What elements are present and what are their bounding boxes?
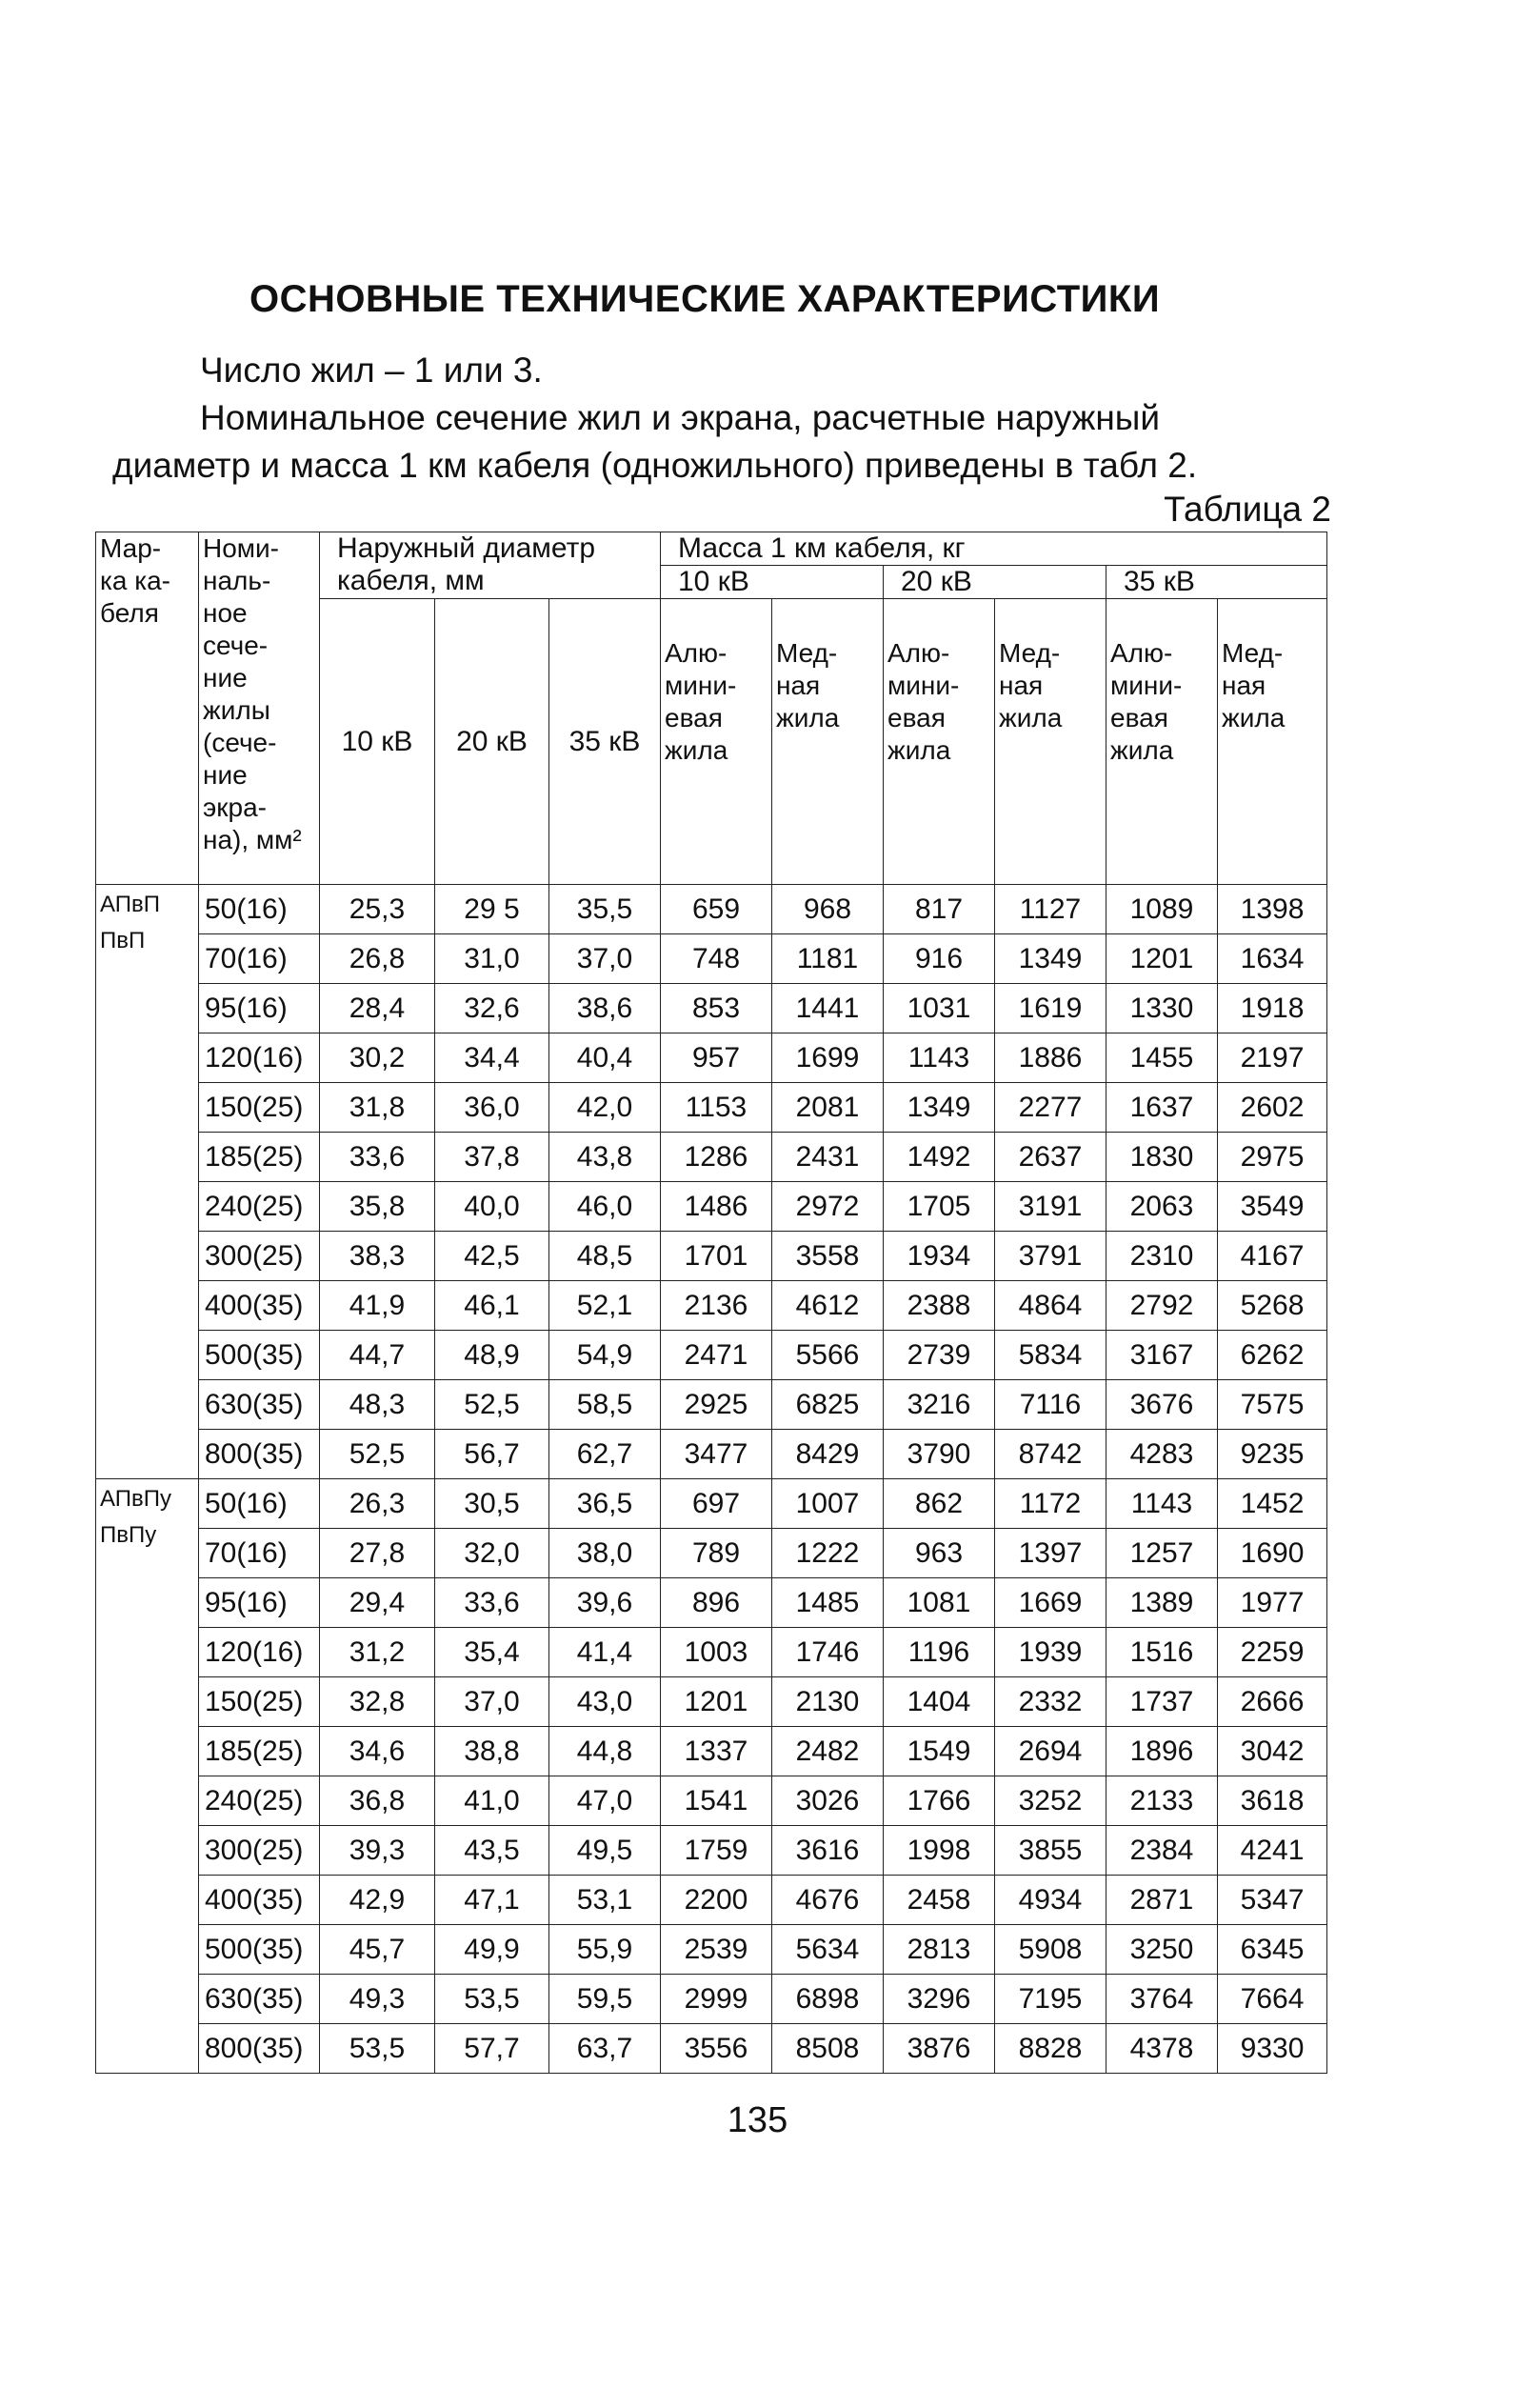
table-row [96, 1776, 1327, 1826]
value-cell: 2200 [661, 1876, 772, 1925]
value-cell: 4241 [1218, 1826, 1327, 1876]
value-cell: 2081 [772, 1083, 884, 1133]
section-cell: 400(35) [199, 1281, 320, 1331]
value-cell: 2458 [884, 1876, 995, 1925]
section-cell: 300(25) [199, 1232, 320, 1281]
value-cell: 49,5 [549, 1826, 661, 1876]
table-row [96, 1380, 1327, 1430]
value-cell: 2471 [661, 1331, 772, 1380]
value-cell: 1222 [772, 1529, 884, 1578]
value-cell: 40,4 [549, 1033, 661, 1083]
value-cell: 1181 [772, 934, 884, 984]
value-cell: 54,9 [549, 1331, 661, 1380]
value-cell: 1143 [1106, 1479, 1218, 1529]
table-row [96, 1232, 1327, 1281]
value-cell: 37,0 [549, 934, 661, 984]
value-cell: 7116 [995, 1380, 1106, 1430]
header-cu-35kv: Мед- ная жила [1218, 599, 1327, 885]
value-cell: 8429 [772, 1430, 884, 1479]
value-cell: 3252 [995, 1776, 1106, 1826]
value-cell: 39,6 [549, 1578, 661, 1628]
value-cell: 1397 [995, 1529, 1106, 1578]
value-cell: 52,5 [435, 1380, 549, 1430]
value-cell: 37,0 [435, 1677, 549, 1727]
header-diameter-35kv: 35 кВ [549, 599, 661, 885]
value-cell: 32,8 [320, 1677, 435, 1727]
value-cell: 30,2 [320, 1033, 435, 1083]
value-cell: 916 [884, 934, 995, 984]
value-cell: 2739 [884, 1331, 995, 1380]
cable-specs-table [95, 532, 1327, 2074]
value-cell: 1286 [661, 1133, 772, 1182]
value-cell: 1896 [1106, 1727, 1218, 1776]
value-cell: 2813 [884, 1925, 995, 1975]
value-cell: 1886 [995, 1033, 1106, 1083]
header-mass-20kv: 20 кВ [884, 566, 1106, 599]
value-cell: 862 [884, 1479, 995, 1529]
value-cell: 52,5 [320, 1430, 435, 1479]
value-cell: 3042 [1218, 1727, 1327, 1776]
value-cell: 3791 [995, 1232, 1106, 1281]
value-cell: 2666 [1218, 1677, 1327, 1727]
value-cell: 2694 [995, 1727, 1106, 1776]
value-cell: 2259 [1218, 1628, 1327, 1677]
value-cell: 56,7 [435, 1430, 549, 1479]
section-cell: 400(35) [199, 1876, 320, 1925]
value-cell: 963 [884, 1529, 995, 1578]
section-cell: 50(16) [199, 1479, 320, 1529]
page-heading: ОСНОВНЫЕ ТЕХНИЧЕСКИЕ ХАРАКТЕРИСТИКИ [249, 278, 1161, 320]
value-cell: 29,4 [320, 1578, 435, 1628]
value-cell: 7195 [995, 1975, 1106, 2024]
value-cell: 63,7 [549, 2024, 661, 2074]
value-cell: 57,7 [435, 2024, 549, 2074]
value-cell: 1619 [995, 984, 1106, 1033]
value-cell: 1541 [661, 1776, 772, 1826]
value-cell: 2602 [1218, 1083, 1327, 1133]
header-diameter: Наружный диаметр кабеля, мм [320, 532, 661, 599]
value-cell: 1330 [1106, 984, 1218, 1033]
value-cell: 2332 [995, 1677, 1106, 1727]
value-cell: 39,3 [320, 1826, 435, 1876]
value-cell: 5268 [1218, 1281, 1327, 1331]
value-cell: 44,7 [320, 1331, 435, 1380]
value-cell: 1172 [995, 1479, 1106, 1529]
header-section: Номи- наль- ное сече- ние жилы (сече- ние экра- на), мм² [199, 532, 320, 885]
value-cell: 1441 [772, 984, 884, 1033]
value-cell: 58,5 [549, 1380, 661, 1430]
table-row [96, 1826, 1327, 1876]
header-mass-35kv: 35 кВ [1106, 566, 1327, 599]
value-cell: 1516 [1106, 1628, 1218, 1677]
value-cell: 33,6 [435, 1578, 549, 1628]
value-cell: 52,1 [549, 1281, 661, 1331]
section-cell: 150(25) [199, 1083, 320, 1133]
value-cell: 3250 [1106, 1925, 1218, 1975]
value-cell: 7664 [1218, 1975, 1327, 2024]
value-cell: 896 [661, 1578, 772, 1628]
value-cell: 748 [661, 934, 772, 984]
value-cell: 1830 [1106, 1133, 1218, 1182]
section-cell: 800(35) [199, 1430, 320, 1479]
value-cell: 1492 [884, 1133, 995, 1182]
value-cell: 36,0 [435, 1083, 549, 1133]
value-cell: 38,0 [549, 1529, 661, 1578]
value-cell: 29 5 [435, 885, 549, 934]
value-cell: 43,0 [549, 1677, 661, 1727]
value-cell: 8508 [772, 2024, 884, 2074]
value-cell: 1404 [884, 1677, 995, 1727]
value-cell: 42,9 [320, 1876, 435, 1925]
value-cell: 1634 [1218, 934, 1327, 984]
value-cell: 3855 [995, 1826, 1106, 1876]
table-row [96, 885, 1327, 934]
value-cell: 49,3 [320, 1975, 435, 2024]
header-cu-10kv: Мед- ная жила [772, 599, 884, 885]
page-number: 135 [727, 2100, 788, 2140]
value-cell: 2431 [772, 1133, 884, 1182]
value-cell: 5347 [1218, 1876, 1327, 1925]
value-cell: 2063 [1106, 1182, 1218, 1232]
table-row [96, 1876, 1327, 1925]
value-cell: 2482 [772, 1727, 884, 1776]
value-cell: 957 [661, 1033, 772, 1083]
value-cell: 8742 [995, 1430, 1106, 1479]
value-cell: 2133 [1106, 1776, 1218, 1826]
value-cell: 25,3 [320, 885, 435, 934]
value-cell: 1934 [884, 1232, 995, 1281]
value-cell: 1201 [1106, 934, 1218, 984]
value-cell: 3790 [884, 1430, 995, 1479]
value-cell: 46,1 [435, 1281, 549, 1331]
table-row [96, 1975, 1327, 2024]
value-cell: 1669 [995, 1578, 1106, 1628]
value-cell: 6262 [1218, 1331, 1327, 1380]
value-cell: 43,8 [549, 1133, 661, 1182]
value-cell: 48,9 [435, 1331, 549, 1380]
value-cell: 2637 [995, 1133, 1106, 1182]
value-cell: 3167 [1106, 1331, 1218, 1380]
table-row [96, 1281, 1327, 1331]
value-cell: 3191 [995, 1182, 1106, 1232]
section-cell: 70(16) [199, 934, 320, 984]
value-cell: 1737 [1106, 1677, 1218, 1727]
value-cell: 6345 [1218, 1925, 1327, 1975]
value-cell: 4934 [995, 1876, 1106, 1925]
value-cell: 31,0 [435, 934, 549, 984]
table-label: Таблица 2 [1164, 490, 1331, 529]
table-row [96, 1925, 1327, 1975]
value-cell: 59,5 [549, 1975, 661, 2024]
value-cell: 659 [661, 885, 772, 934]
section-cell: 500(35) [199, 1331, 320, 1380]
value-cell: 41,9 [320, 1281, 435, 1331]
value-cell: 26,8 [320, 934, 435, 984]
header-brand: Мар- ка ка- беля [96, 532, 199, 885]
value-cell: 1349 [884, 1083, 995, 1133]
value-cell: 41,4 [549, 1628, 661, 1677]
value-cell: 4864 [995, 1281, 1106, 1331]
value-cell: 1918 [1218, 984, 1327, 1033]
value-cell: 3618 [1218, 1776, 1327, 1826]
value-cell: 34,4 [435, 1033, 549, 1083]
header-diameter-10kv: 10 кВ [320, 599, 435, 885]
section-cell: 150(25) [199, 1677, 320, 1727]
value-cell: 2388 [884, 1281, 995, 1331]
section-cell: 185(25) [199, 1727, 320, 1776]
section-cell: 185(25) [199, 1133, 320, 1182]
value-cell: 1766 [884, 1776, 995, 1826]
brand-cell: АПвП ПвП [96, 885, 199, 1479]
value-cell: 3556 [661, 2024, 772, 2074]
table-row [96, 1628, 1327, 1677]
value-cell: 1452 [1218, 1479, 1327, 1529]
section-cell: 120(16) [199, 1033, 320, 1083]
value-cell: 38,8 [435, 1727, 549, 1776]
value-cell: 2972 [772, 1182, 884, 1232]
value-cell: 37,8 [435, 1133, 549, 1182]
value-cell: 1143 [884, 1033, 995, 1083]
value-cell: 1701 [661, 1232, 772, 1281]
value-cell: 2136 [661, 1281, 772, 1331]
table-row [96, 2024, 1327, 2074]
value-cell: 1398 [1218, 885, 1327, 934]
value-cell: 2277 [995, 1083, 1106, 1133]
value-cell: 7575 [1218, 1380, 1327, 1430]
value-cell: 35,5 [549, 885, 661, 934]
value-cell: 1549 [884, 1727, 995, 1776]
paragraph-core-count: Число жил – 1 или 3. [200, 351, 543, 390]
paragraph-section-line1: Номинальное сечение жил и экрана, расчетные наружный [200, 398, 1161, 437]
value-cell: 33,6 [320, 1133, 435, 1182]
table-row [96, 1033, 1327, 1083]
section-cell: 630(35) [199, 1380, 320, 1430]
value-cell: 1485 [772, 1578, 884, 1628]
section-cell: 120(16) [199, 1628, 320, 1677]
value-cell: 1455 [1106, 1033, 1218, 1083]
value-cell: 1637 [1106, 1083, 1218, 1133]
value-cell: 3216 [884, 1380, 995, 1430]
section-cell: 630(35) [199, 1975, 320, 2024]
value-cell: 1690 [1218, 1529, 1327, 1578]
header-alu-20kv: Алю- мини- евая жила [884, 599, 995, 885]
section-cell: 95(16) [199, 984, 320, 1033]
value-cell: 48,5 [549, 1232, 661, 1281]
value-cell: 47,0 [549, 1776, 661, 1826]
value-cell: 1337 [661, 1727, 772, 1776]
value-cell: 1257 [1106, 1529, 1218, 1578]
value-cell: 1007 [772, 1479, 884, 1529]
section-cell: 300(25) [199, 1826, 320, 1876]
value-cell: 36,5 [549, 1479, 661, 1529]
value-cell: 1998 [884, 1826, 995, 1876]
value-cell: 31,8 [320, 1083, 435, 1133]
section-cell: 50(16) [199, 885, 320, 934]
value-cell: 32,0 [435, 1529, 549, 1578]
value-cell: 789 [661, 1529, 772, 1578]
value-cell: 44,8 [549, 1727, 661, 1776]
value-cell: 38,6 [549, 984, 661, 1033]
value-cell: 2384 [1106, 1826, 1218, 1876]
value-cell: 30,5 [435, 1479, 549, 1529]
section-cell: 240(25) [199, 1182, 320, 1232]
value-cell: 47,1 [435, 1876, 549, 1925]
value-cell: 35,8 [320, 1182, 435, 1232]
table-row [96, 1331, 1327, 1380]
value-cell: 53,5 [435, 1975, 549, 2024]
value-cell: 1746 [772, 1628, 884, 1677]
value-cell: 5908 [995, 1925, 1106, 1975]
header-cu-20kv: Мед- ная жила [995, 599, 1106, 885]
value-cell: 32,6 [435, 984, 549, 1033]
table-row [96, 984, 1327, 1033]
table-row [96, 1083, 1327, 1133]
table-row [96, 1529, 1327, 1578]
table-body [96, 885, 1327, 2074]
table-row [96, 1727, 1327, 1776]
value-cell: 3558 [772, 1232, 884, 1281]
value-cell: 31,2 [320, 1628, 435, 1677]
value-cell: 1977 [1218, 1578, 1327, 1628]
value-cell: 41,0 [435, 1776, 549, 1826]
brand-cell: АПвПу ПвПу [96, 1479, 199, 2074]
value-cell: 43,5 [435, 1826, 549, 1876]
value-cell: 5566 [772, 1331, 884, 1380]
value-cell: 1201 [661, 1677, 772, 1727]
table-row [96, 1430, 1327, 1479]
table-row [96, 1677, 1327, 1727]
value-cell: 45,7 [320, 1925, 435, 1975]
value-cell: 53,5 [320, 2024, 435, 2074]
value-cell: 46,0 [549, 1182, 661, 1232]
value-cell: 34,6 [320, 1727, 435, 1776]
value-cell: 28,4 [320, 984, 435, 1033]
value-cell: 2792 [1106, 1281, 1218, 1331]
value-cell: 968 [772, 885, 884, 934]
value-cell: 6825 [772, 1380, 884, 1430]
value-cell: 8828 [995, 2024, 1106, 2074]
table-row [96, 1182, 1327, 1232]
header-diameter-20kv: 20 кВ [435, 599, 549, 885]
value-cell: 4612 [772, 1281, 884, 1331]
value-cell: 4283 [1106, 1430, 1218, 1479]
paragraph-section-line2: диаметр и масса 1 км кабеля (одножильного) приведены в табл 2. [112, 446, 1198, 485]
value-cell: 4378 [1106, 2024, 1218, 2074]
value-cell: 1031 [884, 984, 995, 1033]
value-cell: 817 [884, 885, 995, 934]
value-cell: 35,4 [435, 1628, 549, 1677]
value-cell: 697 [661, 1479, 772, 1529]
table-row [96, 1133, 1327, 1182]
value-cell: 26,3 [320, 1479, 435, 1529]
value-cell: 2925 [661, 1380, 772, 1430]
value-cell: 1349 [995, 934, 1106, 984]
value-cell: 48,3 [320, 1380, 435, 1430]
value-cell: 2539 [661, 1925, 772, 1975]
value-cell: 3676 [1106, 1380, 1218, 1430]
value-cell: 2999 [661, 1975, 772, 2024]
section-cell: 800(35) [199, 2024, 320, 2074]
value-cell: 2310 [1106, 1232, 1218, 1281]
value-cell: 3026 [772, 1776, 884, 1826]
header-mass-10kv: 10 кВ [661, 566, 884, 599]
value-cell: 3296 [884, 1975, 995, 2024]
value-cell: 2871 [1106, 1876, 1218, 1925]
value-cell: 42,0 [549, 1083, 661, 1133]
value-cell: 3616 [772, 1826, 884, 1876]
value-cell: 1196 [884, 1628, 995, 1677]
value-cell: 1939 [995, 1628, 1106, 1677]
value-cell: 5634 [772, 1925, 884, 1975]
value-cell: 40,0 [435, 1182, 549, 1232]
value-cell: 2130 [772, 1677, 884, 1727]
section-cell: 240(25) [199, 1776, 320, 1826]
value-cell: 1699 [772, 1033, 884, 1083]
table-row [96, 934, 1327, 984]
value-cell: 55,9 [549, 1925, 661, 1975]
value-cell: 5834 [995, 1331, 1106, 1380]
value-cell: 6898 [772, 1975, 884, 2024]
header-alu-35kv: Алю- мини- евая жила [1106, 599, 1218, 885]
value-cell: 3764 [1106, 1975, 1218, 2024]
section-cell: 95(16) [199, 1578, 320, 1628]
value-cell: 1003 [661, 1628, 772, 1677]
value-cell: 853 [661, 984, 772, 1033]
value-cell: 9330 [1218, 2024, 1327, 2074]
table-row [96, 1578, 1327, 1628]
value-cell: 1127 [995, 885, 1106, 934]
value-cell: 1759 [661, 1826, 772, 1876]
value-cell: 1153 [661, 1083, 772, 1133]
value-cell: 27,8 [320, 1529, 435, 1578]
header-alu-10kv: Алю- мини- евая жила [661, 599, 772, 885]
value-cell: 3549 [1218, 1182, 1327, 1232]
value-cell: 9235 [1218, 1430, 1327, 1479]
value-cell: 1081 [884, 1578, 995, 1628]
value-cell: 1389 [1106, 1578, 1218, 1628]
value-cell: 2975 [1218, 1133, 1327, 1182]
value-cell: 1486 [661, 1182, 772, 1232]
header-mass: Масса 1 км кабеля, кг [661, 532, 1327, 566]
section-cell: 70(16) [199, 1529, 320, 1578]
value-cell: 49,9 [435, 1925, 549, 1975]
table-row [96, 1479, 1327, 1529]
value-cell: 62,7 [549, 1430, 661, 1479]
value-cell: 3876 [884, 2024, 995, 2074]
value-cell: 2197 [1218, 1033, 1327, 1083]
value-cell: 1089 [1106, 885, 1218, 934]
value-cell: 4676 [772, 1876, 884, 1925]
value-cell: 42,5 [435, 1232, 549, 1281]
value-cell: 38,3 [320, 1232, 435, 1281]
value-cell: 1705 [884, 1182, 995, 1232]
value-cell: 36,8 [320, 1776, 435, 1826]
value-cell: 53,1 [549, 1876, 661, 1925]
section-cell: 500(35) [199, 1925, 320, 1975]
value-cell: 4167 [1218, 1232, 1327, 1281]
value-cell: 3477 [661, 1430, 772, 1479]
